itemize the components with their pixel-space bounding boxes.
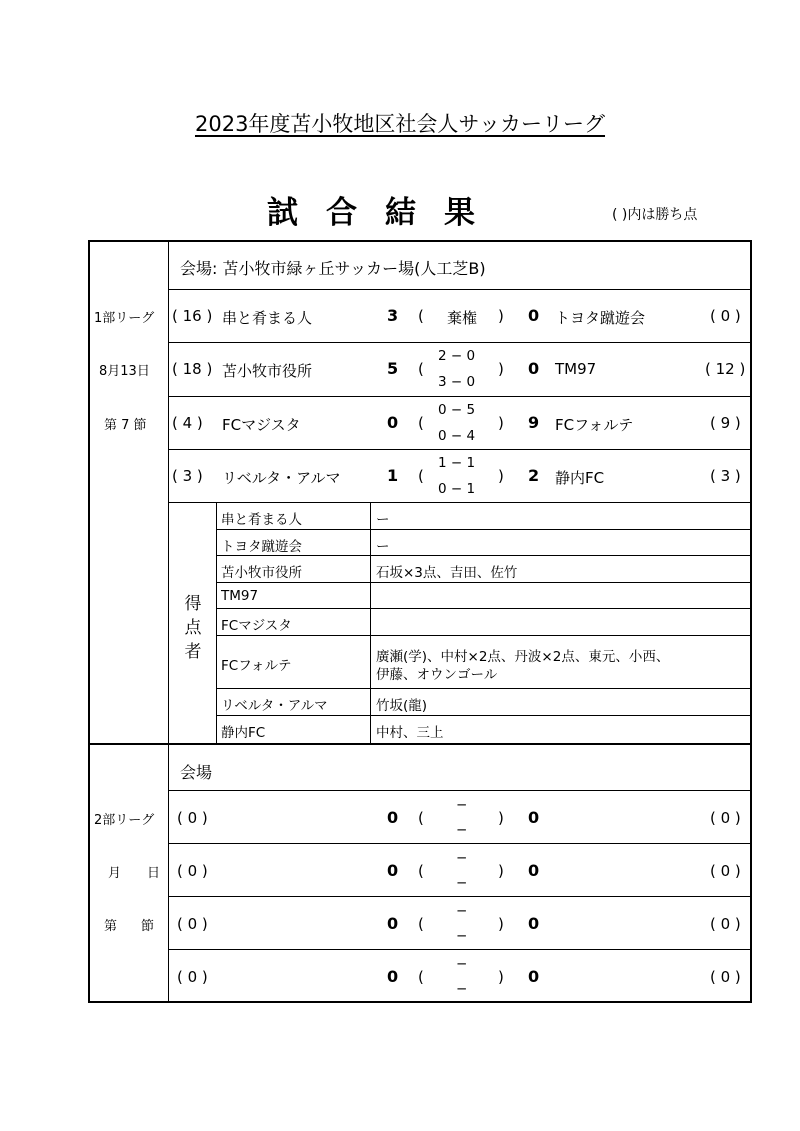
away-points: ( 3 ) [710,467,741,485]
league-label: 2部リーグ [94,813,155,828]
first-half-score: 2 − 0 [438,348,476,364]
second-half-score: 0 − 1 [438,481,476,497]
away-points: ( 0 ) [710,809,741,827]
division2-left-divider [168,744,169,1002]
scorer-players: ー [376,539,390,555]
scorer-players-continued: 伊藤、オウンゴール [376,667,498,683]
league-label: 1部リーグ [94,311,155,326]
away-points: ( 0 ) [710,968,741,986]
points-note: ( )内は勝ち点 [612,207,698,223]
scorer-team: リベルタ・アルマ [221,698,328,714]
day-label: 日 [147,866,161,881]
open-paren: ( [418,968,424,986]
close-paren: ) [498,862,504,880]
row-line [168,396,752,397]
venue: 会場: 苫小牧市緑ヶ丘サッカー場(人工芝B) [180,259,486,278]
scorer-line [216,529,752,530]
open-paren: ( [418,467,424,485]
scorer-line [216,688,752,689]
second-half-score: − [456,928,468,944]
home-team: リベルタ・アルマ [222,469,341,487]
open-paren: ( [418,414,424,432]
scorer-line [216,608,752,609]
scorer-players: ー [376,512,390,528]
home-points: ( 0 ) [177,915,208,933]
close-paren: ) [498,307,504,325]
home-score: 5 [387,359,399,378]
row-line [168,502,752,503]
home-points: ( 0 ) [177,862,208,880]
second-half-score: − [456,875,468,891]
close-paren: ) [498,360,504,378]
round-label: 第 7 節 [104,418,147,433]
scorer-team: TM97 [221,588,259,604]
row-line [168,949,752,950]
month-label: 月 [108,866,122,881]
home-points: ( 18 ) [172,360,213,378]
first-half-score: 1 − 1 [438,455,476,471]
away-points: ( 9 ) [710,414,741,432]
row-line [168,449,752,450]
away-points: ( 0 ) [710,307,741,325]
scorer-line [216,635,752,636]
first-half-score: 0 − 5 [438,402,476,418]
round-suffix: 節 [141,919,155,934]
row-line [168,342,752,343]
home-score: 0 [387,413,399,432]
second-half-score: − [456,822,468,838]
home-score: 0 [387,808,399,827]
scorer-line [216,715,752,716]
document-title: 2023年度苫小牧地区社会人サッカーリーグ [194,112,606,136]
round-label: 第 [104,919,118,934]
away-team: TM97 [555,360,597,378]
home-score: 0 [387,914,399,933]
home-points: ( 16 ) [172,307,213,325]
home-score: 0 [387,967,399,986]
first-half-score: − [456,850,468,866]
scorer-team: FCマジスタ [221,618,292,634]
scorer-team: トヨタ蹴遊会 [221,539,302,555]
home-score: 3 [387,306,399,325]
home-team: FCマジスタ [222,416,301,434]
open-paren: ( [418,915,424,933]
away-team: トヨタ蹴遊会 [555,309,646,327]
home-team: 苫小牧市役所 [222,362,313,380]
match-date: 8月13日 [99,364,150,379]
division1-left-divider [168,241,169,744]
away-score: 0 [528,914,540,933]
home-score: 1 [387,466,399,485]
scorer-team: 苫小牧市役所 [221,565,302,581]
open-paren: ( [418,809,424,827]
venue: 会場 [180,763,213,782]
second-half-score: − [456,981,468,997]
away-points: ( 12 ) [705,360,746,378]
scorer-line [216,582,752,583]
scorer-players: 竹坂(龍) [376,698,428,714]
results-heading: 試合結果 [267,195,503,231]
close-paren: ) [498,968,504,986]
home-points: ( 0 ) [177,968,208,986]
second-half-score: 0 − 4 [438,428,476,444]
home-score: 0 [387,861,399,880]
first-half-score: − [456,797,468,813]
home-points: ( 3 ) [172,467,203,485]
first-half-score: − [456,956,468,972]
home-points: ( 4 ) [172,414,203,432]
away-points: ( 0 ) [710,915,741,933]
away-points: ( 0 ) [710,862,741,880]
scorer-players: 中村、三上 [376,725,444,741]
close-paren: ) [498,915,504,933]
scorer-players: 石坂×3点、吉田、佐竹 [376,565,518,581]
scorers-divider [216,502,217,744]
row-line [168,289,752,290]
scorer-team: FCフォルテ [221,658,292,674]
open-paren: ( [418,360,424,378]
scorers-label: 得 点 者 [184,594,202,662]
scorer-line [216,555,752,556]
away-score: 9 [528,413,540,432]
row-line [168,843,752,844]
home-points: ( 0 ) [177,809,208,827]
close-paren: ) [498,414,504,432]
scorer-players: 廣瀬(学)、中村×2点、丹波×2点、東元、小西、 [376,649,670,665]
away-team: FCフォルテ [555,416,634,434]
row-line [168,896,752,897]
scorer-team: 静内FC [221,725,266,741]
first-half-score: − [456,903,468,919]
open-paren: ( [418,862,424,880]
row-line [168,790,752,791]
away-score: 0 [528,808,540,827]
home-team: 串と肴まる人 [222,309,313,327]
close-paren: ) [498,809,504,827]
away-score: 0 [528,967,540,986]
away-score: 2 [528,466,540,485]
close-paren: ) [498,467,504,485]
away-score: 0 [528,861,540,880]
away-score: 0 [528,306,540,325]
second-half-score: 3 − 0 [438,374,476,390]
away-score: 0 [528,359,540,378]
open-paren: ( [418,307,424,325]
scorer-team: 串と肴まる人 [221,512,302,528]
scorers-divider [370,502,371,744]
match-detail: 棄権 [447,309,478,327]
away-team: 静内FC [555,469,605,487]
